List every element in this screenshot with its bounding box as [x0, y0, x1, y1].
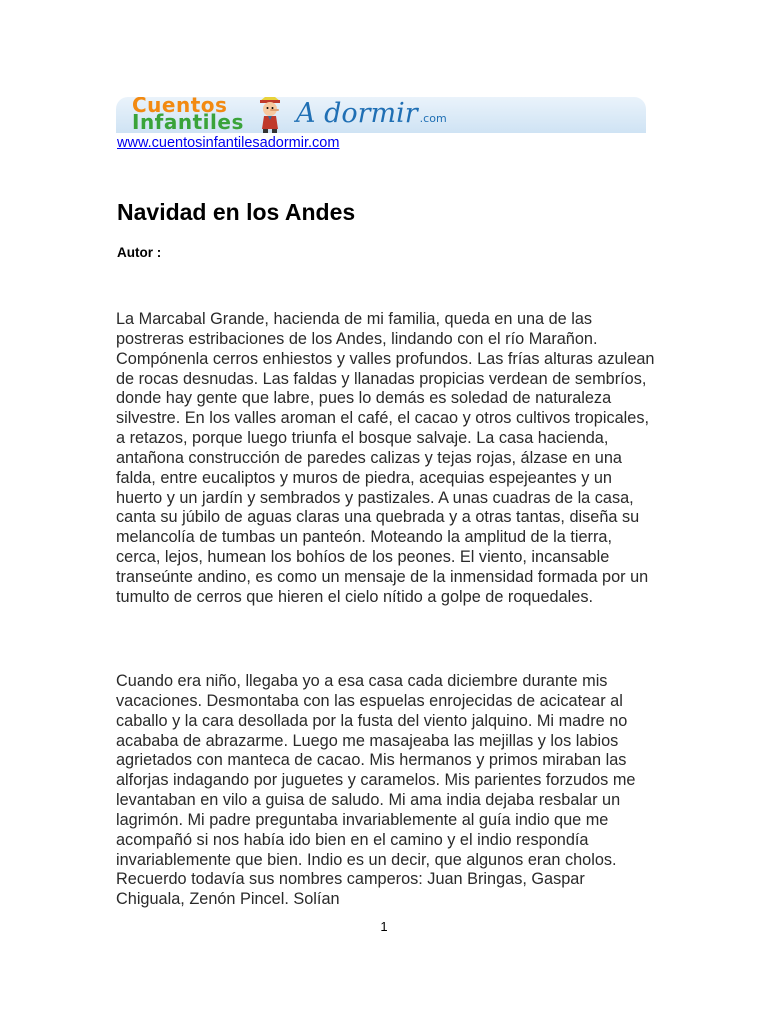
- document-title: Navidad en los Andes: [117, 199, 356, 225]
- pinocchio-mascot-icon: [254, 97, 286, 133]
- site-url-link[interactable]: www.cuentosinfantilesadormir.com: [117, 135, 340, 151]
- author-label: Autor :: [117, 245, 162, 260]
- body-paragraph-2: Cuando era niño, llegaba yo a esa casa cada diciembre durante mis vacaciones. Desmontaba con las espuelas enrojecidas de acicatear al caballo y la cara desollada por la fusta del viento jalquino. Mi madre no acababa de abrazarme. Luego me masajeaba las mejillas y los labios agrietados con manteca de cacao. Mis hermanos y primos miraban las alforjas indagando por juguetes y caramelos. Mis parientes forzudos me levantaban en vilo a guisa de saludo. Mi ama india dejaba resbalar un lagrimón. Mi padre preguntaba invariablemente al guía indio que me acompañó si nos había ido bien en el camino y el indio respondía invariablemente que bien. Indio es un decir, que algunos eran cholos. Recuerdo todavía sus nombres camperos: Juan Bringas, Gaspar Chiguala, Zenón Pincel. Solían: [116, 672, 636, 909]
- logo-line-1: Cuentos: [132, 97, 228, 117]
- body-paragraph-1: La Marcabal Grande, hacienda de mi familia, queda en una de las postreras estribaciones de los Andes, lindando con el río Marañon. Compónenla cerros enhiestos y valles profundos. Las frías alturas azulean de rocas desnudas. Las faldas y llanadas propicias verdean de sembríos, donde hay gente que labre, pues lo demás es soledad de naturaleza silvestre. En los valles aroman el café, el cacao y otros cultivos tropicales, a retazos, porque luego triunfa el bosque salvaje. La casa hacienda, antañona construcción de paredes calizas y tejas rojas, álzase en una falda, entre eucaliptos y muros de piedra, acequias espejeantes y un huerto y un jardín y sembrados y pastizales. A unas cuadras de la casa, canta su júbilo de aguas claras una quebrada y a otras tantas, diseña su melancolía de tumbas un panteón. Moteando la amplitud de la tierra, cerca, lejos, humean los bohíos de los peones. El viento, incansable transeúnte andino, es como un mensaje de la inmensidad formada por un tumulto de cerros que hieren el cielo nítido a golpe de roquedales.: [116, 310, 655, 606]
- logo-line-2: Infantiles: [132, 110, 244, 133]
- site-logo[interactable]: [116, 97, 646, 133]
- logo-wordmark: [132, 97, 244, 131]
- page-number: 1: [380, 919, 388, 934]
- logo-domain-suffix: .com: [419, 112, 447, 125]
- logo-script-text: A dormir: [296, 98, 418, 129]
- logo-tagline: [296, 99, 447, 133]
